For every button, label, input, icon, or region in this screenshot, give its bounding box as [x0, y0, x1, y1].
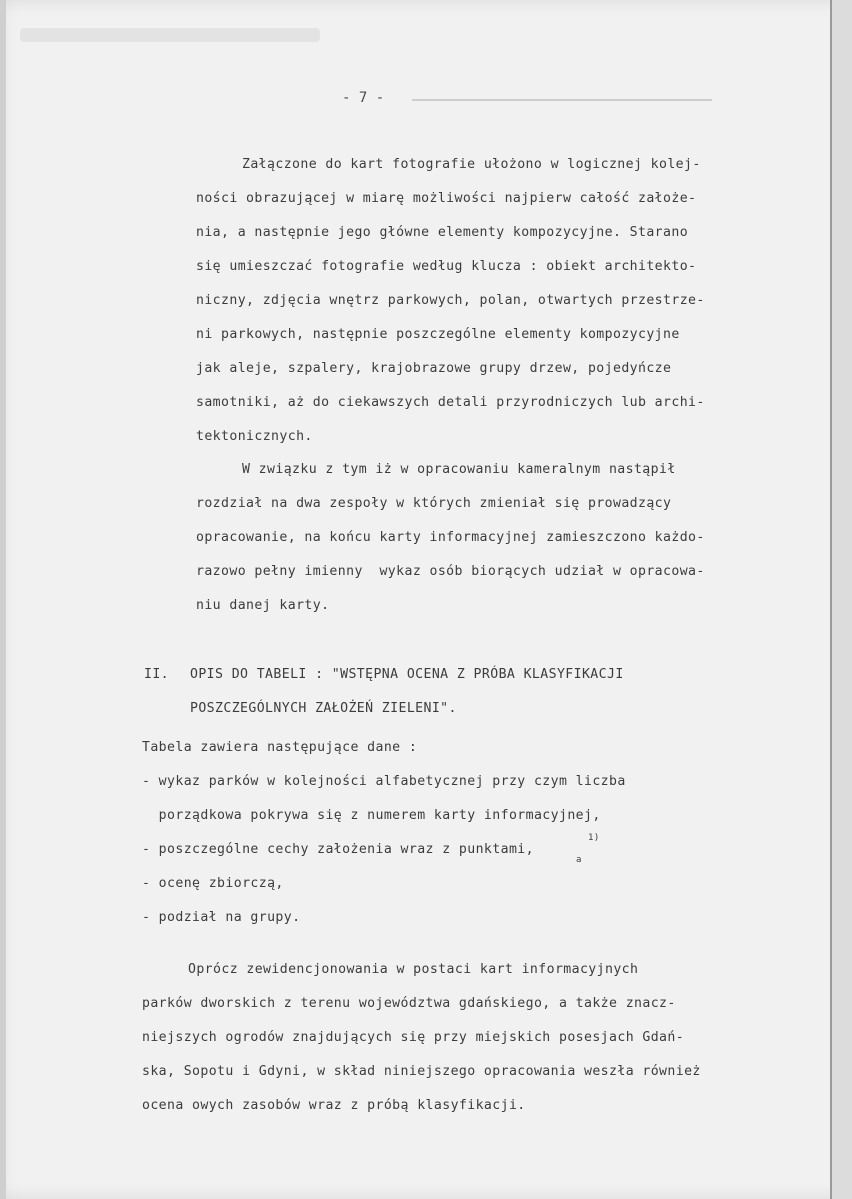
- section-number: II.: [144, 667, 170, 682]
- paragraph2-line: razowo pełny imienny wykaz osób biorących udział w opracowa-: [196, 564, 705, 579]
- paragraph2-line: W związku z tym iż w opracowaniu kameralnym nastąpił: [242, 462, 676, 477]
- paragraph1-line: Załączone do kart fotografie ułożono w logicznej kolej-: [242, 157, 701, 172]
- page-number-smudge: [412, 99, 712, 101]
- paragraph1-line: niczny, zdjęcia wnętrz parkowych, polan, otwartych przestrze-: [196, 293, 705, 308]
- scan-edge-left: [0, 0, 6, 1199]
- paragraph2-line: niu danej karty.: [196, 598, 330, 613]
- list-item-text: - poszczególne cechy założenia wraz z punktami,: [142, 842, 534, 857]
- paragraph1-line: samotniki, aż do ciekawszych detali przyrodniczych lub archi-: [196, 395, 705, 410]
- paragraph3-line: niejszych ogrodów znajdujących się przy miejskich posesjach Gdań-: [142, 1030, 685, 1045]
- paragraph3-line: Oprócz zewidencjonowania w postaci kart informacyjnych: [188, 962, 639, 977]
- paragraph3-line: parków dworskich z terenu województwa gdańskiego, a także znacz-: [142, 996, 676, 1011]
- paragraph1-line: ności obrazującej w miarę możliwości najpierw całość założe-: [196, 191, 697, 206]
- paragraph1-line: się umieszczać fotografie według klucza : obiekt architekto-: [196, 259, 697, 274]
- paragraph1-line: ni parkowych, następnie poszczególne elementy kompozycyjne: [196, 327, 680, 342]
- list-item: - wykaz parków w kolejności alfabetycznej przy czym liczba: [142, 774, 626, 789]
- list-item: - podział na grupy.: [142, 910, 301, 925]
- scan-edge-right: [830, 0, 852, 1199]
- scan-edge-line: [830, 0, 832, 1199]
- paragraph1-line: nia, a następnie jego główne elementy kompozycyjne. Starano: [196, 225, 689, 240]
- paragraph2-line: rozdział na dwa zespoły w których zmieniał się prowadzący: [196, 496, 672, 511]
- paragraph3-line: ska, Sopotu i Gdyni, w skład niniejszego opracowania weszła również: [142, 1064, 701, 1079]
- footnote-sub-marker: a: [576, 855, 582, 865]
- scan-smudge: [20, 28, 320, 42]
- paragraph2-line: opracowanie, na końcu karty informacyjnej zamieszczono każdo-: [196, 530, 705, 545]
- footnote-marker: 1): [588, 833, 600, 843]
- list-item: [142, 842, 534, 857]
- paragraph1-line: tektonicznych.: [196, 429, 313, 444]
- list-item: porządkowa pokrywa się z numerem karty informacyjnej,: [142, 808, 601, 823]
- paragraph3-line: ocena owych zasobów wraz z próbą klasyfikacji.: [142, 1098, 526, 1113]
- paragraph1-line: jak aleje, szpalery, krajobrazowe grupy drzew, pojedyńcze: [196, 361, 672, 376]
- page-number: - 7 -: [342, 90, 385, 106]
- list-item: - ocenę zbiorczą,: [142, 876, 284, 891]
- section-title-line1: OPIS DO TABELI : "WSTĘPNA OCENA Z PRÓBA KLASYFIKACJI: [190, 667, 624, 682]
- section-title-line2: POSZCZEGÓLNYCH ZAŁOŻEŃ ZIELENI".: [190, 701, 457, 716]
- table-intro: Tabela zawiera następujące dane :: [142, 740, 418, 755]
